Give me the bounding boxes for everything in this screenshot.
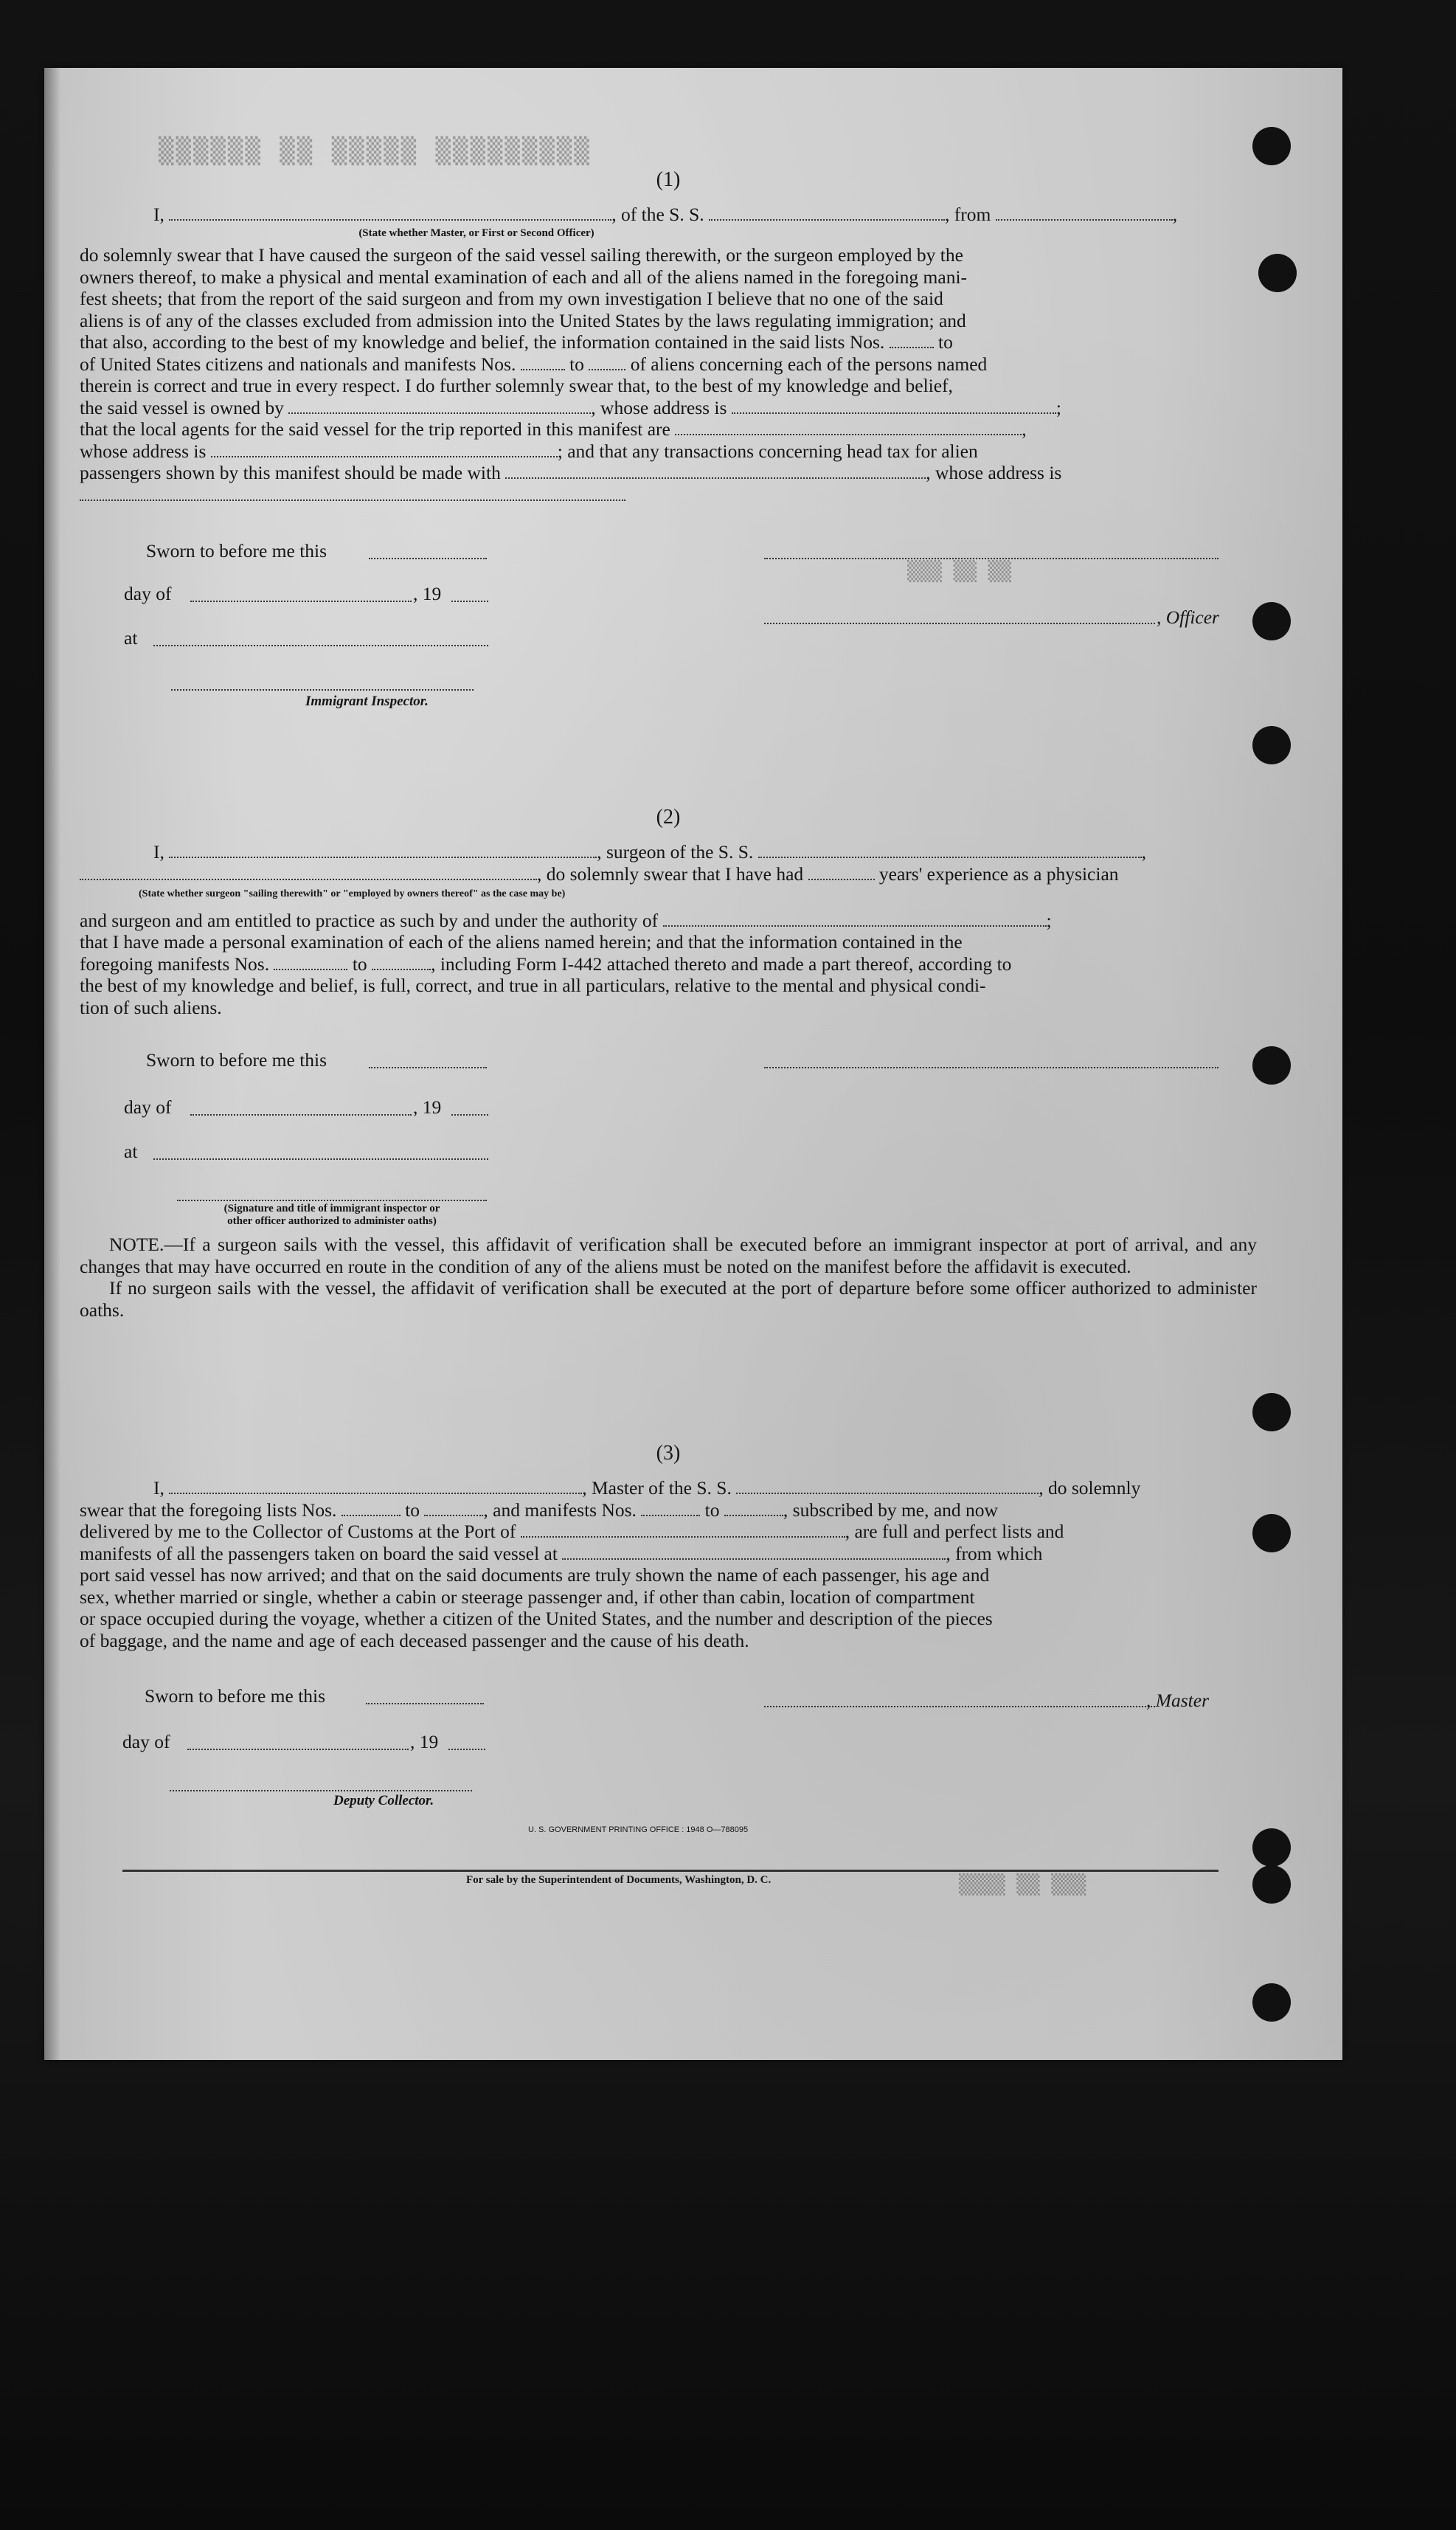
officer-signature-line-2[interactable] <box>764 623 1155 624</box>
local-agents-field[interactable] <box>675 419 1022 435</box>
month-field[interactable] <box>187 1749 409 1750</box>
oath-text: I, , Master of the S. S. , do solemnly swear that the foregoing lists Nos. to , and manifests Nos. to , subscribed by me, and now delivered by me to the Collector of Customs at the Port of , are full and perfect lists and manifests of all the passengers taken on board the said vessel at , from which port said vessel has now arrived; and that on the said documents are truly shown the name of each passenger, his age and sex, whether married or single, whether a cabin or steerage passenger and, if other than cabin, location of compartment or space occupied during the voyage, whether a citizen of the United States, and the number and description of the pieces of baggage, and the name and age of each deceased passenger and the cause of his death. <box>80 1477 1257 1651</box>
month-field[interactable] <box>190 1114 412 1116</box>
year-label: , 19 <box>413 583 442 604</box>
oath-section-master <box>80 168 1257 505</box>
oath-line: that I have made a personal examination of each of the aliens named herein; and that the information contained in the <box>80 931 963 953</box>
oath-line: port said vessel has now arrived; and that on the said documents are truly shown the name of each passenger, his age and <box>80 1564 990 1586</box>
agents-address-field[interactable] <box>211 441 558 457</box>
surgeon-name-field[interactable] <box>169 842 597 858</box>
place-field[interactable] <box>153 1158 488 1160</box>
vessel-name-field[interactable] <box>758 842 1142 858</box>
section-number: (1) <box>656 168 681 191</box>
oath-line: therein is correct and true in every respect. I do further solemnly swear that, to the best of my knowledge and belief, <box>80 375 953 396</box>
practice-authority-field[interactable] <box>663 910 1047 927</box>
officer-name-field[interactable] <box>169 204 611 221</box>
year-field[interactable] <box>448 1749 485 1750</box>
list-from-field[interactable] <box>342 1500 401 1516</box>
year-field[interactable] <box>451 601 488 602</box>
section-number: (3) <box>656 1442 681 1465</box>
section-number: (2) <box>656 806 681 829</box>
master-signature-line[interactable] <box>764 1706 1155 1707</box>
collector-signature-line[interactable] <box>170 1790 472 1791</box>
surgeon-status-field[interactable] <box>80 864 537 880</box>
officer-signature-line[interactable] <box>177 1200 487 1201</box>
owner-address-field[interactable] <box>732 398 1056 414</box>
oath-line: aliens is of any of the classes excluded from admission into the United States by the laws regulating immigration; and <box>80 309 966 331</box>
at-label: at <box>124 627 138 649</box>
note-text: —If a surgeon sails with the vessel, this affidavit of verification shall be executed before an immigrant inspector at port of arrival, and any changes that may have occurred en route in the condition of any of the aliens must be noted on the manifest before the affidavit is executed. <box>80 1234 1257 1277</box>
at-label: at <box>124 1141 138 1162</box>
oath-line: or space occupied during the voyage, whether a citizen of the United States, and the number and description of the pieces <box>80 1608 993 1629</box>
inspector-signature-line[interactable] <box>171 689 474 691</box>
sworn-date-field[interactable] <box>369 1067 487 1068</box>
note-label: NOTE. <box>109 1234 164 1255</box>
signature-caption: (Signature and title of immigrant inspector or other officer authorized to administer oaths) <box>223 1203 440 1227</box>
footer-rule <box>122 1870 1218 1872</box>
sworn-before-label: Sworn to before me this <box>145 1685 326 1707</box>
manifest-from-field[interactable] <box>641 1500 700 1516</box>
binder-hole <box>1252 127 1291 165</box>
oath-line: the best of my knowledge and belief, is full, correct, and true in all particulars, relative to the mental and physical condi- <box>80 975 986 996</box>
field-caption: (State whether surgeon "sailing therewith" or "employed by owners thereof" as the case may be) <box>139 888 566 899</box>
paper-edge-shadow <box>44 68 60 2060</box>
head-tax-contact-field[interactable] <box>505 463 926 479</box>
immigrant-inspector-label: Immigrant Inspector. <box>305 694 429 709</box>
years-experience-field[interactable] <box>808 864 875 880</box>
note-text: If no surgeon sails with the vessel, the affidavit of verification shall be executed at the port of departure before some officer authorized to administer oaths. <box>80 1277 1257 1321</box>
place-field[interactable] <box>153 645 488 646</box>
year-label: , 19 <box>410 1731 439 1752</box>
oath-line: sex, whether married or single, whether a cabin or steerage passenger and, if other than cabin, location of compartment <box>80 1586 975 1608</box>
bleedthrough-mark: ▒▒▒▒ ▒▒ ▒▒▒ <box>959 1874 1086 1896</box>
manifest-to-field[interactable] <box>372 954 431 970</box>
manifest-from-field[interactable] <box>274 954 347 970</box>
binder-hole <box>1252 1983 1291 2022</box>
oath-text: I, , surgeon of the S. S. , , do solemnly swear that I have had years' experience as a physician (State whether surgeon "sailing therewith" or "employed by owners thereof" as the case may be) and surgeon and am entitled to practice as such by and under the authority of ; that I have made a personal examination of each of the aliens named herein; and that the information contained in the foregoing manifests Nos. to , including Form I-442 attached thereto and made a part thereof, according to the best of my knowledge and belief, is full, correct, and true in all particulars, relative to the mental and physical condi- tion of such aliens. <box>80 841 1257 1018</box>
year-label: , 19 <box>413 1096 442 1118</box>
bleedthrough-mark: ▒▒▒ ▒▒ ▒▒ <box>907 561 1011 583</box>
vessel-name-field[interactable] <box>709 204 945 221</box>
binder-hole <box>1252 726 1291 764</box>
head-tax-address-field[interactable] <box>80 485 625 501</box>
manifest-to-field[interactable] <box>724 1500 783 1516</box>
officer-label: , Officer <box>1157 606 1219 628</box>
binder-hole <box>1252 1514 1291 1552</box>
binder-hole <box>1258 254 1297 292</box>
oath-line: of baggage, and the name and age of each deceased passenger and the cause of his death. <box>80 1629 749 1651</box>
oath-section-surgeon <box>80 806 1257 1018</box>
origin-port-field[interactable] <box>996 204 1173 221</box>
list-from-field[interactable] <box>890 332 934 348</box>
oath-line: owners thereof, to make a physical and mental examination of each and all of the aliens named in the foregoing mani- <box>80 266 968 288</box>
oath-line: do solemnly swear that I have caused the surgeon of the said vessel sailing therewith, or the surgeon employed by the <box>80 244 963 266</box>
deputy-collector-label: Deputy Collector. <box>333 1793 434 1808</box>
field-caption: (State whether Master, or First or Second Officer) <box>358 227 594 239</box>
bleedthrough-mark: ▒▒▒▒▒▒ ▒▒ ▒▒▒▒▒ ▒▒▒▒▒▒▒▒▒ <box>159 136 592 166</box>
master-label: , Master <box>1146 1690 1209 1711</box>
oath-line: fest sheets; that from the report of the said surgeon and from my own investigation I believe that no one of the said <box>80 288 943 309</box>
vessel-name-field[interactable] <box>736 1478 1039 1494</box>
sworn-before-label: Sworn to before me this <box>146 1049 327 1071</box>
port-field[interactable] <box>521 1521 845 1538</box>
sale-notice: For sale by the Superintendent of Documents, Washington, D. C. <box>466 1874 772 1886</box>
manifest-to-field[interactable] <box>589 354 625 370</box>
binder-hole <box>1252 1865 1291 1904</box>
sworn-before-label: Sworn to before me this <box>146 540 327 561</box>
day-of-label: day of <box>122 1731 170 1752</box>
list-to-field[interactable] <box>424 1500 483 1516</box>
day-of-label: day of <box>124 1096 172 1118</box>
oath-text: I, , of the S. S. , from , (State whether Master, or First or Second Officer) do solemnly swear that I have caused the surgeon of the said vessel sailing therewith, or the surgeon employed by the owners thereof, to make a physical and mental examination of each and all of the aliens named in the foregoing mani- fest sheets; that from the report of the said surgeon and from my own investigation I believe that no one of the said aliens is of any of the classes excluded from admission into the United States by the laws regulating immigration; and that also, according to the best of my knowledge and belief, the information contained in the said lists Nos. to of United States citizens and nationals and manifests Nos. to of aliens concerning each of the persons named therein is correct and true in every respect. I do further solemnly swear that, to the best of my knowledge and belief, the said vessel is owned by , whose address is ; that the local agents for the said vessel for the trip reported in this manifest are , whose address is ; and that any transactions concerning head tax for alien passengers shown by this manifest should be made with , whose address is <box>80 204 1257 505</box>
surgeon-signature-line[interactable] <box>764 1067 1218 1068</box>
embarkation-port-field[interactable] <box>562 1544 946 1560</box>
sworn-date-field[interactable] <box>369 558 487 559</box>
year-field[interactable] <box>451 1114 488 1116</box>
gpo-imprint: U. S. GOVERNMENT PRINTING OFFICE : 1948 O—788095 <box>528 1825 749 1834</box>
binder-hole <box>1252 602 1291 640</box>
master-name-field[interactable] <box>169 1478 582 1494</box>
manifest-from-field[interactable] <box>521 354 565 370</box>
officer-signature-line-1[interactable] <box>764 558 1218 559</box>
month-field[interactable] <box>190 601 412 602</box>
day-of-label: day of <box>124 583 172 604</box>
oath-line: tion of such aliens. <box>80 996 222 1018</box>
oath-section-master-customs <box>80 1442 1257 1651</box>
owner-field[interactable] <box>288 398 591 414</box>
binder-hole <box>1252 1828 1291 1867</box>
binder-hole <box>1252 1393 1291 1431</box>
sworn-date-field[interactable] <box>366 1703 484 1704</box>
binder-hole <box>1252 1046 1291 1085</box>
surgeon-note <box>80 1234 1257 1321</box>
